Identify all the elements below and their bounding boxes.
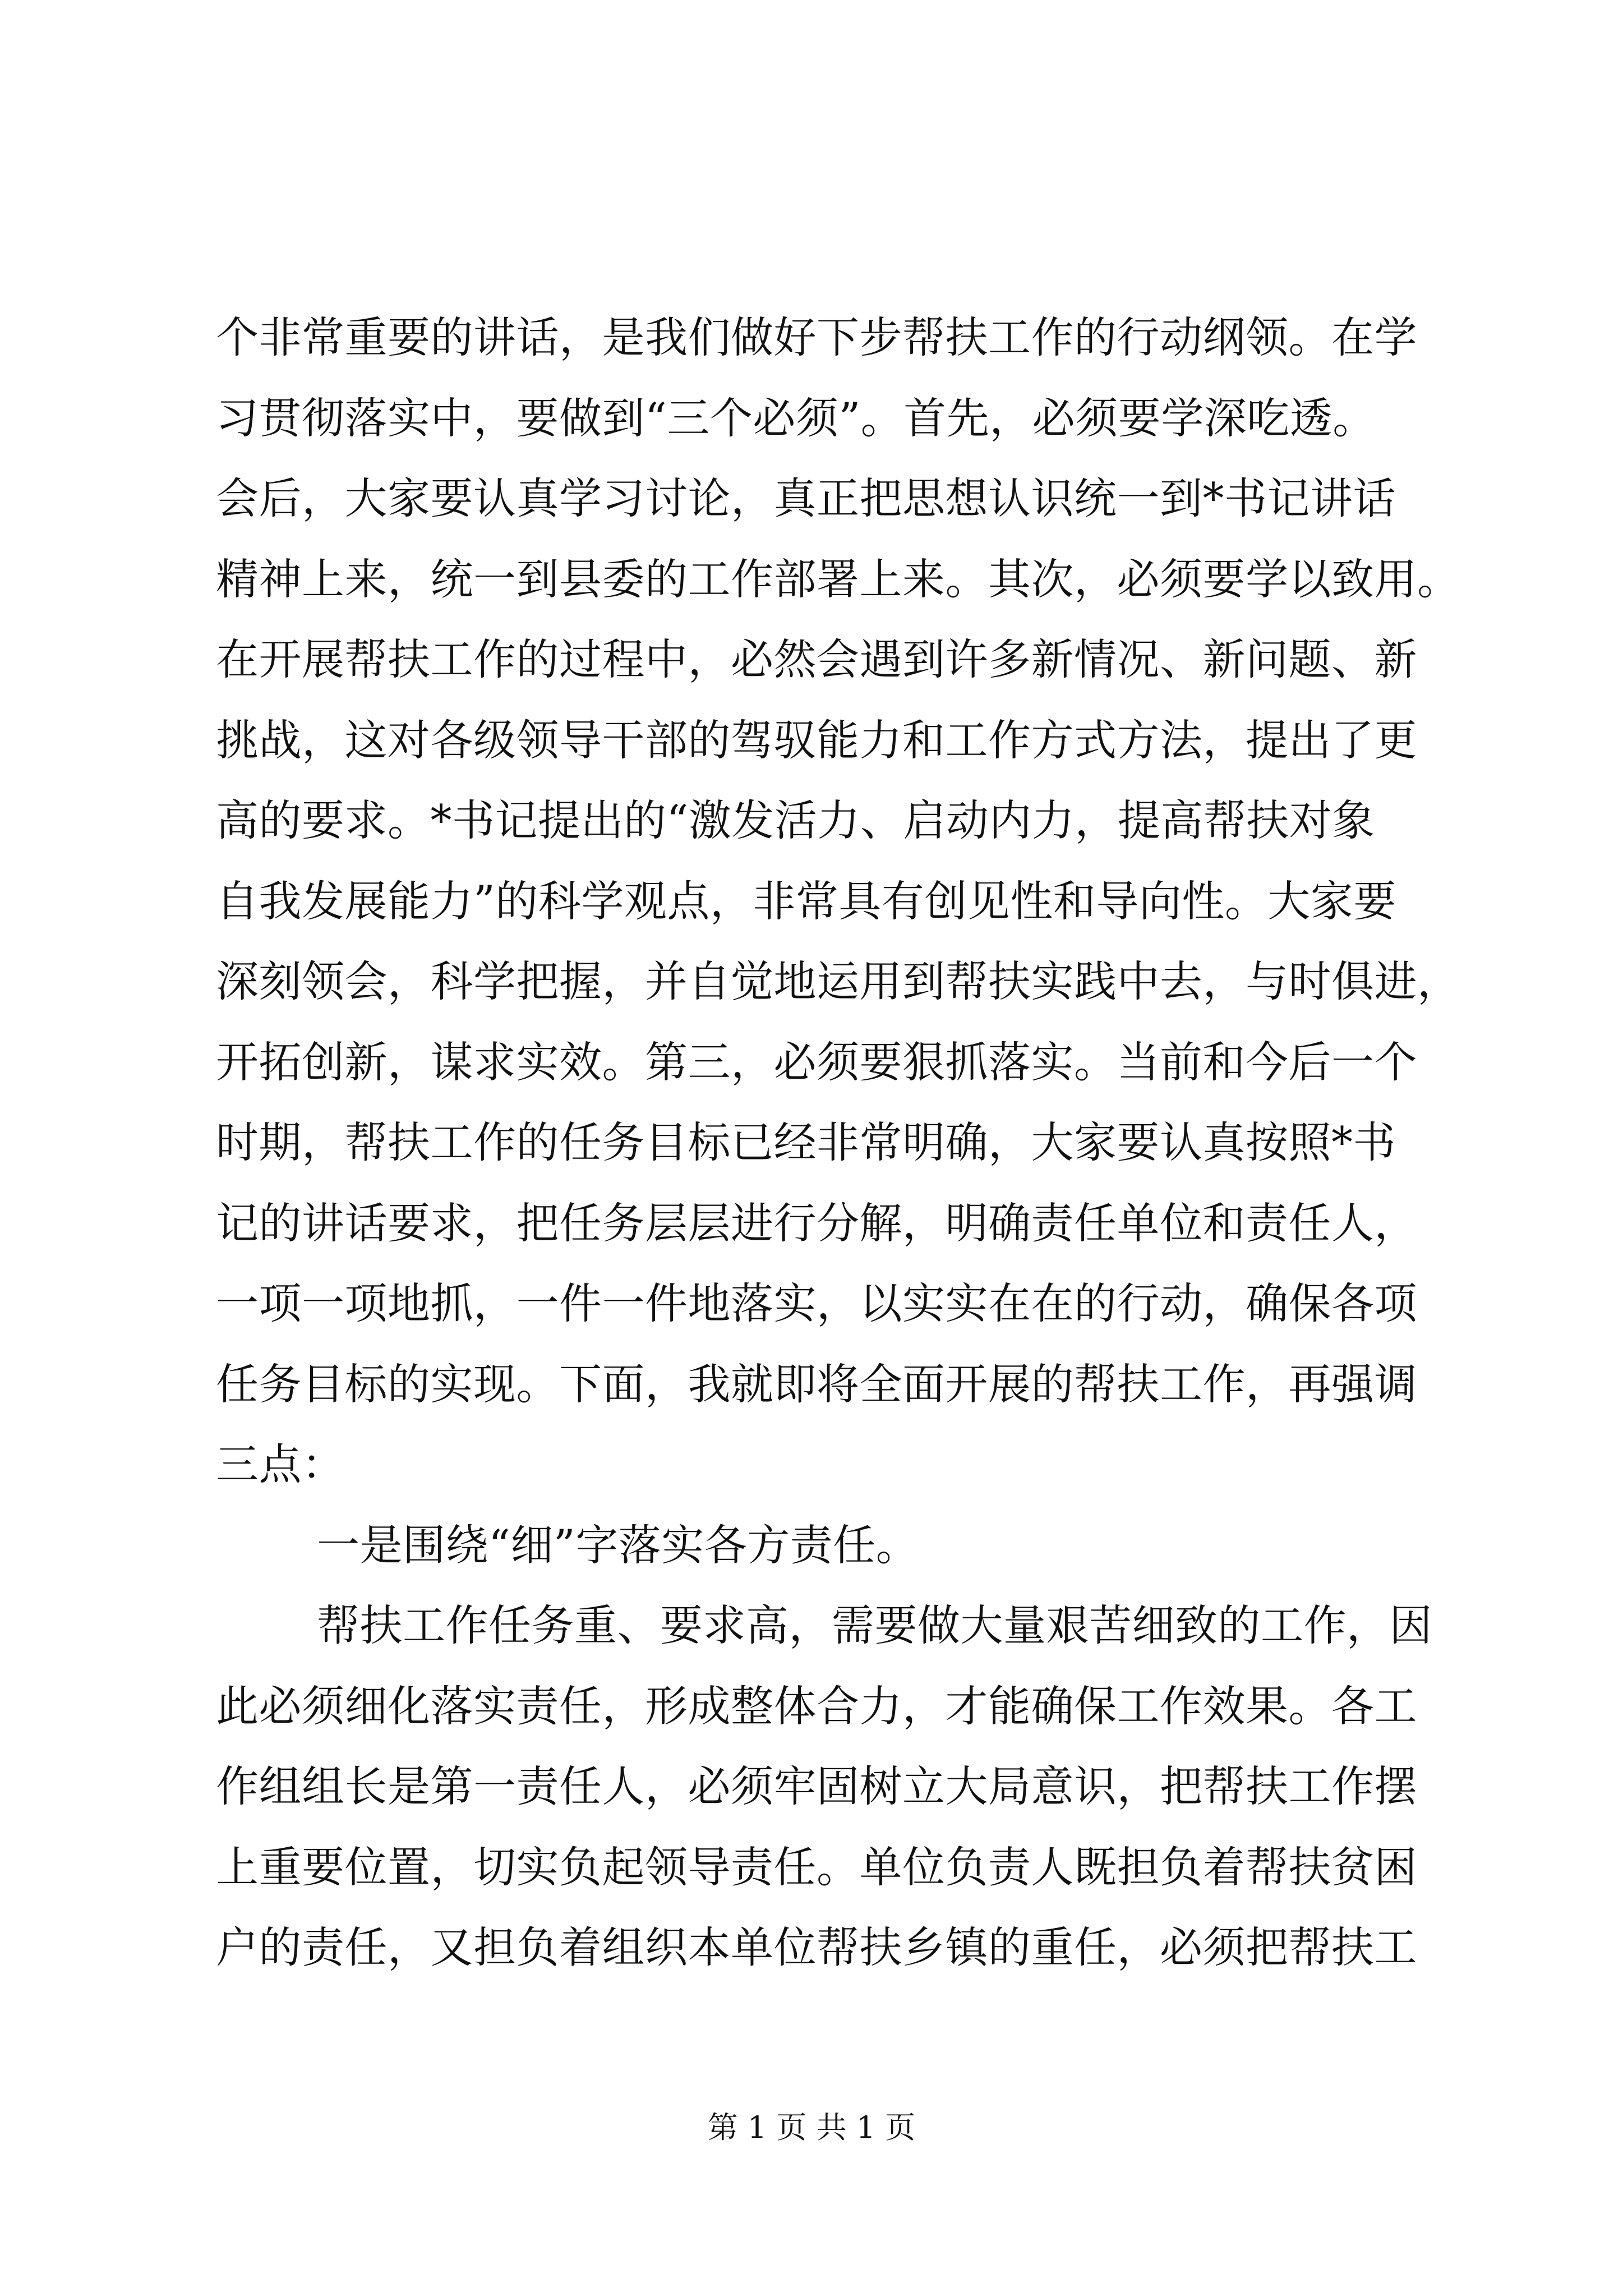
body-line: 挑战，这对各级领导干部的驾驭能力和工作方式方法，提出了更 — [216, 715, 1417, 765]
body-line: 高的要求。*书记提出的“激发活力、启动内力，提高帮扶对象 — [216, 795, 1375, 845]
document-body — [216, 297, 1460, 1988]
body-line: 帮扶工作任务重、要求高，需要做大量艰苦细致的工作，因 — [317, 1600, 1432, 1650]
body-line: 此必须细化落实责任，形成整体合力，才能确保工作效果。各工 — [216, 1681, 1417, 1731]
body-line: 上重要位置，切实负起领导责任。单位负责人既担负着帮扶贫困 — [216, 1842, 1417, 1892]
body-line: 一项一项地抓，一件一件地落实，以实实在在的行动，确保各项 — [216, 1278, 1417, 1328]
page-footer — [0, 2108, 1623, 2147]
body-line: 时期，帮扶工作的任务目标已经非常明确，大家要认真按照*书 — [216, 1117, 1396, 1167]
section-heading: 一是围绕“细”字落实各方责任。 — [317, 1520, 919, 1570]
body-line: 自我发展能力”的科学观点，非常具有创见性和导向性。大家要 — [216, 876, 1396, 926]
body-line: 在开展帮扶工作的过程中，必然会遇到许多新情况、新问题、新 — [216, 634, 1417, 684]
body-line: 精神上来，统一到县委的工作部署上来。其次，必须要学以致用。 — [216, 554, 1460, 604]
body-line: 深刻领会，科学把握，并自觉地运用到帮扶实践中去，与时俱进， — [216, 956, 1460, 1006]
body-line: 记的讲话要求，把任务层层进行分解，明确责任单位和责任人， — [216, 1198, 1417, 1248]
body-line: 个非常重要的讲话，是我们做好下步帮扶工作的行动纲领。在学 — [216, 312, 1417, 362]
body-line: 会后，大家要认真学习讨论，真正把思想认识统一到*书记讲话 — [216, 473, 1396, 523]
body-line: 任务目标的实现。下面，我就即将全面开展的帮扶工作，再强调 — [216, 1359, 1417, 1409]
body-line: 户的责任，又担负着组织本单位帮扶乡镇的重任，必须把帮扶工 — [216, 1922, 1417, 1972]
page-number-label: 第 1 页 共 1 页 — [707, 2110, 916, 2145]
body-line: 开拓创新，谋求实效。第三，必须要狠抓落实。当前和今后一个 — [216, 1037, 1417, 1087]
body-line: 三点： — [216, 1439, 345, 1489]
body-line: 作组组长是第一责任人，必须牢固树立大局意识，把帮扶工作摆 — [216, 1761, 1417, 1811]
body-line: 习贯彻落实中，要做到“三个必须”。首先，必须要学深吃透。 — [216, 393, 1376, 443]
